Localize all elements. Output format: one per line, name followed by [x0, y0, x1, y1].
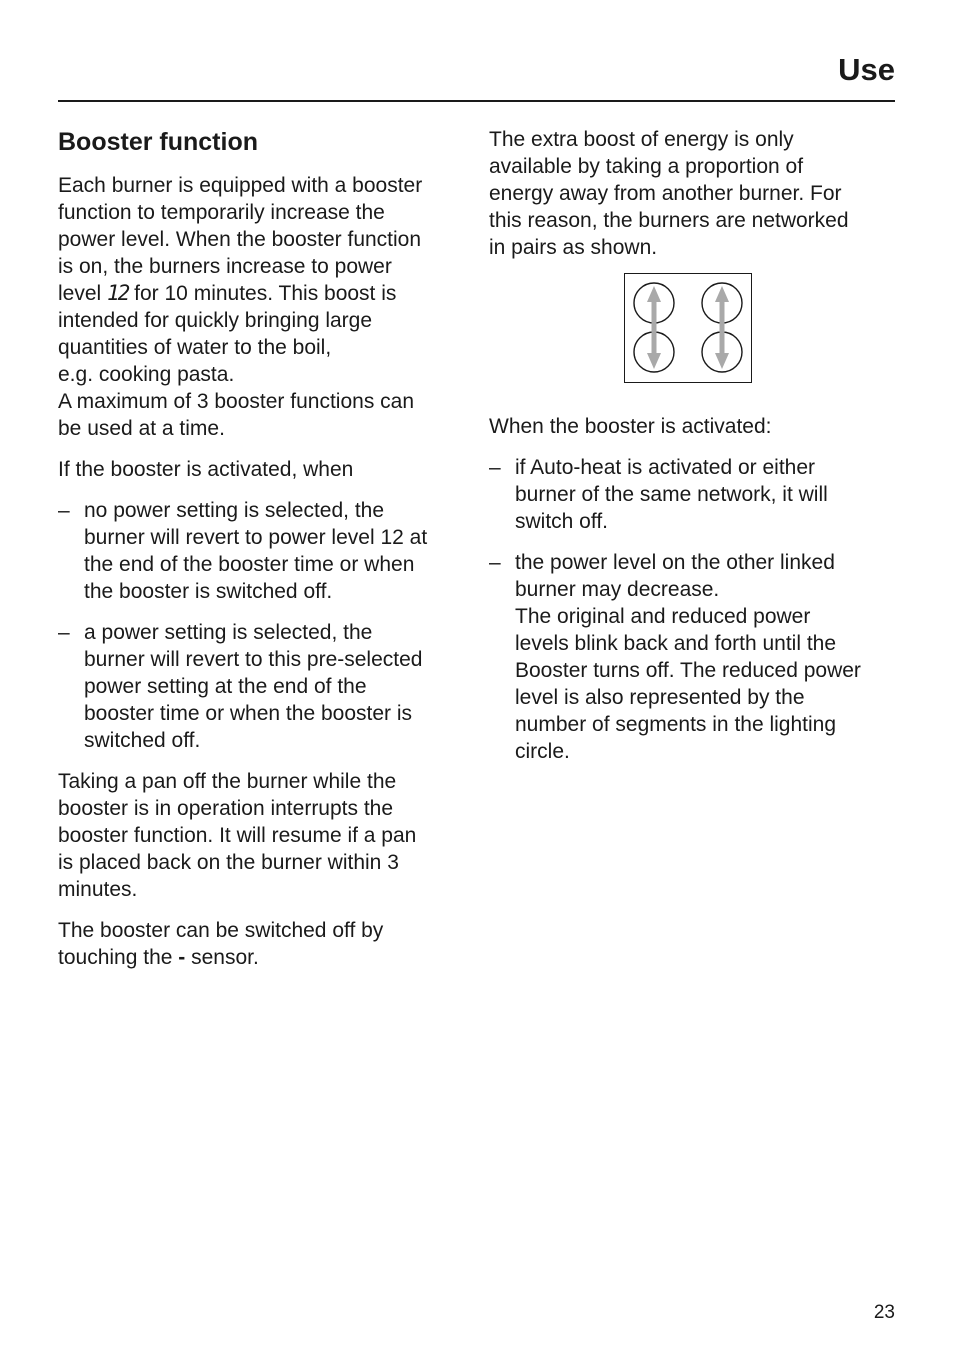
intro-line: Each burner is equipped with a booster	[58, 174, 423, 197]
list-item	[58, 497, 468, 605]
intro-line: quantities of water to the boil,	[58, 336, 332, 359]
if-activated-text: If the booster is activated, when	[58, 458, 354, 481]
list-line: burner may decrease.	[515, 578, 720, 601]
paragraph-line: The extra boost of energy is only	[489, 128, 794, 151]
list-line: if Auto-heat is activated or either	[515, 456, 815, 479]
list-line: the booster is switched off.	[84, 580, 333, 603]
header-rule	[58, 100, 895, 102]
list-line: booster time or when the booster is	[84, 702, 413, 725]
list-item	[489, 549, 899, 765]
page-title: Use	[838, 52, 895, 87]
intro-line: A maximum of 3 booster functions can	[58, 390, 415, 413]
list-item	[58, 619, 468, 754]
paragraph-line: energy away from another burner. For	[489, 182, 842, 205]
extra-boost-paragraph	[489, 126, 899, 261]
intro-line	[58, 280, 468, 307]
pan-off-paragraph	[58, 768, 468, 903]
paragraph-line	[58, 944, 468, 971]
list-line: level is also represented by the	[515, 686, 805, 709]
intro-line: be used at a time.	[58, 417, 225, 440]
intro-text: level	[58, 282, 108, 305]
dash-marker: –	[58, 621, 70, 644]
left-column	[58, 126, 468, 985]
double-arrow-left-icon	[647, 286, 661, 369]
paragraph-text: sensor.	[185, 946, 259, 969]
paragraph-line: available by taking a proportion of	[489, 155, 804, 178]
list-line: switched off.	[84, 729, 201, 752]
intro-line: function to temporarily increase the	[58, 201, 385, 224]
paragraph-text: touching the	[58, 946, 179, 969]
list-line: a power setting is selected, the	[84, 621, 373, 644]
list-line: Booster turns off. The reduced power	[515, 659, 861, 682]
list-line: the power level on the other linked	[515, 551, 835, 574]
right-column	[489, 126, 899, 779]
intro-line: is on, the burners increase to power	[58, 255, 392, 278]
paragraph-line: is placed back on the burner within 3	[58, 851, 399, 874]
intro-paragraph	[58, 172, 468, 442]
paragraph-line: in pairs as shown.	[489, 236, 658, 259]
list-line: power setting at the end of the	[84, 675, 367, 698]
intro-line: intended for quickly bringing large	[58, 309, 373, 332]
minus-sensor-symbol: -	[178, 946, 186, 969]
list-line: levels blink back and forth until the	[515, 632, 837, 655]
dash-marker: –	[489, 456, 501, 479]
list-line: burner will revert to power level 12 at	[84, 526, 428, 549]
list-line: the end of the booster time or when	[84, 553, 415, 576]
paragraph-line: Taking a pan off the burner while the	[58, 770, 397, 793]
intro-text: for 10 minutes. This boost is	[128, 282, 397, 305]
dash-marker: –	[489, 551, 501, 574]
list-line: no power setting is selected, the	[84, 499, 385, 522]
page-number: 23	[873, 1302, 895, 1323]
right-bullet-list	[489, 454, 899, 765]
paragraph-line: booster is in operation interrupts the	[58, 797, 394, 820]
list-line: The original and reduced power	[515, 605, 811, 628]
paragraph-line: minutes.	[58, 878, 138, 901]
paragraph-line: The booster can be switched off by	[58, 919, 384, 942]
section-title: Booster function	[58, 128, 258, 156]
switch-off-paragraph	[58, 917, 468, 971]
burner-pairs-svg	[625, 274, 751, 382]
list-line: burner will revert to this pre-selected	[84, 648, 423, 671]
list-line: number of segments in the lighting	[515, 713, 837, 736]
power-level-display: 12	[107, 281, 129, 305]
intro-line: e.g. cooking pasta.	[58, 363, 235, 386]
paragraph-line: booster function. It will resume if a pan	[58, 824, 417, 847]
intro-line: power level. When the booster function	[58, 228, 422, 251]
paragraph-line: this reason, the burners are networked	[489, 209, 849, 232]
burner-network-diagram	[489, 273, 899, 383]
dash-marker: –	[58, 499, 70, 522]
list-line: circle.	[515, 740, 570, 763]
list-line: burner of the same network, it will	[515, 483, 828, 506]
list-item	[489, 454, 899, 535]
when-activated-text: When the booster is activated:	[489, 415, 772, 438]
left-bullet-list	[58, 497, 468, 754]
double-arrow-right-icon	[715, 286, 729, 369]
cooktop-outline	[624, 273, 752, 383]
list-line: switch off.	[515, 510, 608, 533]
